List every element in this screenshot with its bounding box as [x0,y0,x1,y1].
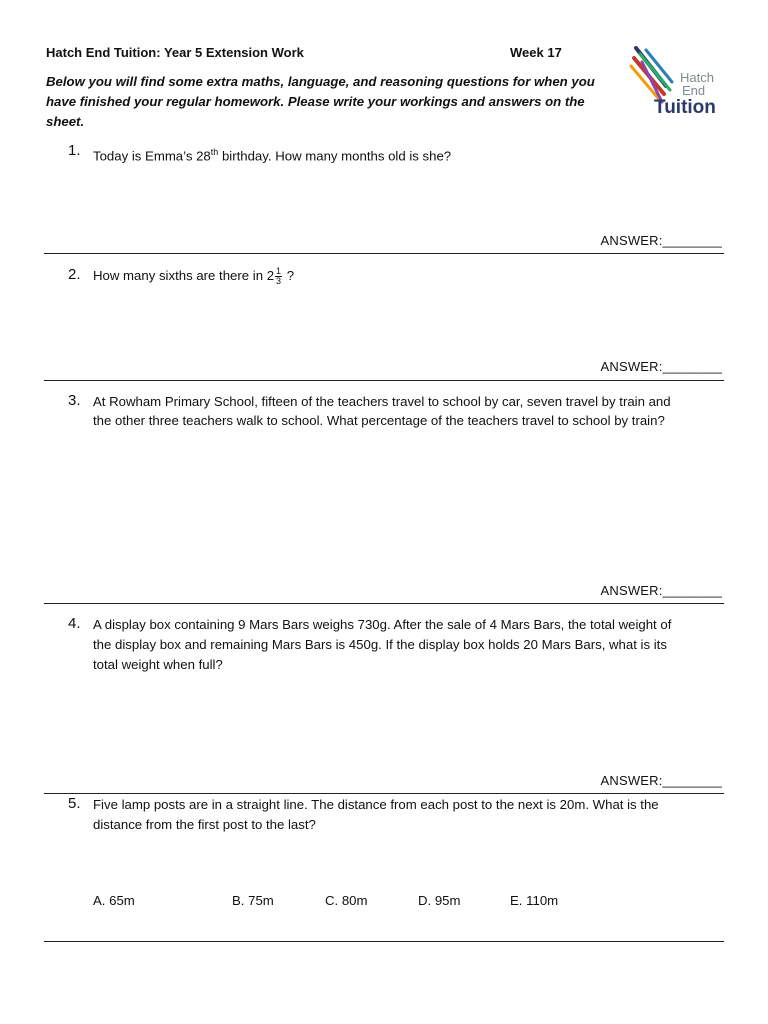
colored-pencils-icon [628,44,726,118]
question-2-text-part2: ? [283,268,295,283]
question-number-4: 4. [68,615,81,632]
answer-line-2[interactable]: ANSWER:________ [600,359,722,374]
question-number-3: 3. [68,392,81,409]
worksheet-title: Hatch End Tuition: Year 5 Extension Work [46,45,304,60]
question-2-text-part1: How many sixths are there in 2 [93,268,275,283]
option-e[interactable]: E. 110m [510,893,559,908]
logo-text-tuition: Tuition [654,97,716,118]
question-5-line-2: distance from the first post to the last? [93,817,316,832]
divider-1 [44,253,724,254]
instructions: Below you will find some extra maths, language, and reasoning questions for when you have finished your regular homework. Please write your workings and answers on the sheet. [46,74,595,129]
week-label: Week 17 [510,45,562,60]
divider-4 [44,793,724,794]
divider-5 [44,941,724,942]
question-4-line-1: A display box containing 9 Mars Bars weighs 730g. After the sale of 4 Mars Bars, the total weight of [93,617,672,632]
question-1-text [93,142,451,166]
question-4-line-2: the display box and remaining Mars Bars is 450g. If the display box holds 20 Mars Bars, what is its [93,637,667,652]
fraction-one-third [275,267,282,286]
option-b[interactable]: B. 75m [232,893,274,908]
logo-text-end: End [682,83,706,98]
answer-line-1[interactable]: ANSWER:________ [600,233,722,248]
ordinal-suffix: th [210,147,219,157]
fraction-numerator: 1 [276,266,282,277]
question-5-line-1: Five lamp posts are in a straight line. The distance from each post to the next is 20m. What is the [93,797,659,812]
fraction-denominator: 3 [276,276,282,287]
question-number-2: 2. [68,266,81,283]
question-3-line-1: At Rowham Primary School, fifteen of the teachers travel to school by car, seven travel by train and [93,394,671,409]
question-1-text-part2: birthday. How many months old is she? [218,148,452,164]
hatch-end-tuition-logo [628,44,726,118]
option-c[interactable]: C. 80m [325,893,368,908]
question-1-text-part1: Today is Emma’s 28 [93,148,211,164]
answer-line-4[interactable]: ANSWER:________ [600,773,722,788]
divider-3 [44,603,724,604]
question-2-text [93,266,294,286]
question-3-line-2: the other three teachers walk to school. What percentage of the teachers travel to school by train? [93,413,665,428]
answer-line-3[interactable]: ANSWER:________ [600,583,722,598]
question-number-1: 1. [68,142,81,159]
option-d[interactable]: D. 95m [418,893,461,908]
logo-text-hatch: Hatch [680,70,714,85]
question-number-5: 5. [68,795,81,812]
divider-2 [44,380,724,381]
question-4-line-3: total weight when full? [93,657,223,672]
option-a[interactable]: A. 65m [93,893,135,908]
